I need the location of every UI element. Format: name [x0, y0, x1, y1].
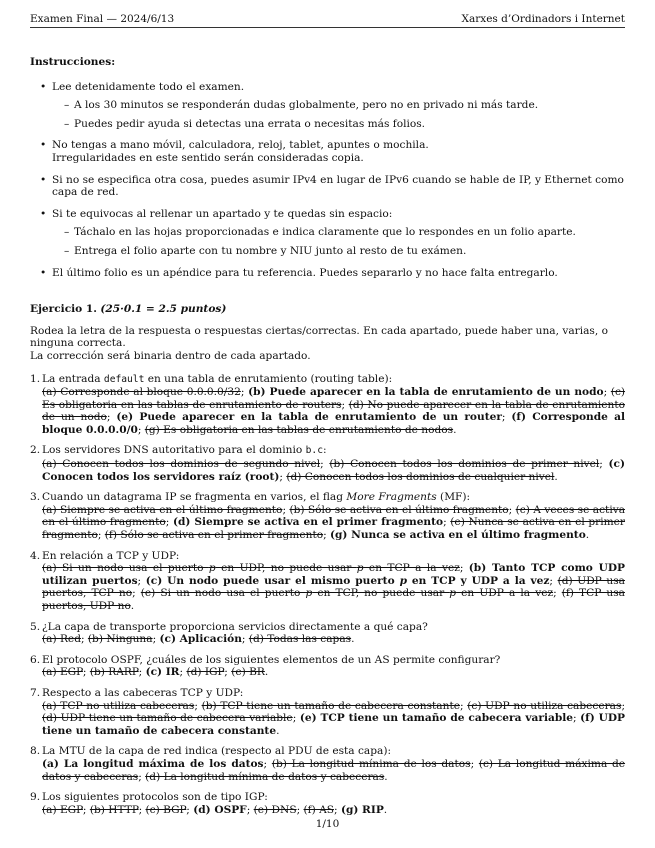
option-e: (e) Si un nodo usa el puerto p en TCP, no puede usar p en UDP a la vez: [140, 587, 554, 600]
question-stem: Cuando un datagrama IP se fragmenta en varios, el flag More Fragments (MF):: [42, 491, 471, 504]
answer-options: (a) EGP; (b) RARP; (c) IR; (d) IGP; (e) BR.: [42, 666, 269, 679]
question-8: 8. La MTU de la capa de red indica (respecto al PDU de esta capa): (a) La longitud máxima de los datos; (b) La longitud mínima de los datos; (c) La longitud máxima de datos y cabeceras; (d) La longitud mínima de datos y cabeceras.: [30, 745, 626, 783]
instruction-item: • Si te equivocas al rellenar un apartado y te quedas sin espacio: – Táchalo en las hojas proporcionadas e indica claramente que lo respondes en un folio aparte. – Entrega el folio aparte con tu nombre y NIU junto al resto de tu exámen.: [30, 208, 625, 258]
answer-options: (a) La longitud máxima de los datos; (b) La longitud mínima de los datos; (c) La longitud máxima de datos y cabeceras; (d) La longitud mínima de datos y cabeceras.: [42, 757, 626, 783]
instructions-list: [30, 81, 625, 280]
page-number: 1/10: [315, 818, 340, 830]
option-e: (e) TCP tiene un tamaño de cabecera variable: [299, 712, 574, 725]
answer-options: (a) Si un nodo usa el puerto p en UDP, no puede usar p en TCP a la vez; (b) Tanto TCP como UDP utilizan puertos; (c) Un nodo puede usar el mismo puerto p en TCP y UDP a la vez; (d) UDP usa puertos, TCP no; (e) Si un nodo usa el puerto p en TCP, no puede usar p en UDP a la vez; (f) TCP usa puertos, UDP no.: [42, 562, 625, 612]
option-d: (d) La longitud mínima de datos y cabeceras: [145, 770, 385, 783]
option-b: (b) Conocen todos los dominios de primer nivel: [329, 458, 600, 471]
option-c: (c) Aplicación: [159, 633, 242, 646]
option-e: (e) BR: [231, 666, 265, 679]
instruction-item: • Lee detenidamente todo el examen. – A los 30 minutos se responderán dudas globalmente, pero no en privado ni más tarde. – Puedes pedir ayuda si detectas una errata o necesitas más folios.: [30, 81, 625, 131]
instruction-sublist: [52, 99, 625, 130]
question-stem: La entrada default en una tabla de enrutamiento (routing table):: [42, 372, 393, 385]
option-f: (f) AS: [303, 803, 334, 816]
option-a: (a) EGP: [42, 666, 83, 679]
option-f: (f) UDP tiene un tamaño de cabecera constante: [42, 712, 626, 737]
option-a: (a) La longitud máxima de los datos: [42, 757, 264, 770]
question-stem: ¿La capa de transporte proporciona servicios directamente a qué capa?: [42, 620, 428, 633]
exercise-intro: Rodea la letra de la respuesta o respuestas ciertas/correctas. En cada apartado, puede haber una, varias, o ninguna correcta. La corrección será binaria dentro de cada apartado.: [30, 324, 608, 362]
option-d: (d) Conocen todos los dominios de cualquier nivel: [286, 470, 555, 483]
question-stem: Respecto a las cabeceras TCP y UDP:: [42, 686, 244, 699]
option-f: (f) Corresponde al bloque 0.0.0.0/0: [42, 411, 626, 436]
option-c: (c) IR: [145, 666, 180, 679]
instruction-item: • No tengas a mano móvil, calculadora, reloj, tablet, apuntes o mochila. Irregularidades en este sentido serán consideradas copia.: [30, 139, 625, 164]
instruction-subitem: – A los 30 minutos se responderán dudas globalmente, pero no en privado ni más tarde.: [52, 99, 625, 112]
question-9: 9. Los siguientes protocolos son de tipo IGP: (a) EGP; (b) HTTP; (c) BGP; (d) OSPF; (e) DNS; (f) AS; (g) RIP.: [30, 791, 625, 816]
option-a: (a) Conocen todos los dominios de segundo nivel: [42, 458, 321, 471]
option-c: (c) BGP: [145, 803, 187, 816]
answer-options: (a) Siempre se activa en el último fragmento; (b) Sólo se activa en el último fragmento; (c) A veces se activa en el último fragmento; (d) Siempre se activa en el primer fragmento; (e) Nunca se activa en el primer fragmento; (f) Sólo se activa en el primer fragmento; (g) Nunca se activa en el último fragmento.: [42, 503, 626, 542]
question-4: 4. En relación a TCP y UDP: (a) Si un nodo usa el puerto p en UDP, no puede usar p en TCP a la vez; (b) Tanto TCP como UDP utilizan puertos; (c) Un nodo puede usar el mismo puerto p en TCP y UDP a la vez; (d) UDP usa puertos, TCP no; (e) Si un nodo usa el puerto p en TCP, no puede usar p en UDP a la vez; (f) TCP usa puertos, UDP no.: [30, 549, 625, 612]
option-g: (g) Es obligatoria en las tablas de enrutamiento de nodos: [144, 423, 454, 436]
instructions-title: Instrucciones:: [30, 56, 116, 68]
option-e: (e) Puede aparecer en la tabla de enrutamiento de un router: [116, 411, 502, 424]
option-d: (d) UDP usa puertos, TCP no: [42, 574, 625, 600]
page-header: [30, 11, 625, 27]
option-c: (c) Conocen todos los servidores raíz (root): [42, 458, 626, 483]
question-stem: En relación a TCP y UDP:: [42, 549, 180, 562]
answer-options: (a) Corresponde al bloque 0.0.0.0/32; (b) Puede aparecer en la tabla de enrutamiento de un nodo; (c) Es obligatoria en las tablas de enrutamiento de routers; (d) No puede aparecer en la tabla de enrutamiento de un nodo; (e) Puede aparecer en la tabla de enrutamiento de un router; (f) Corresponde al bloque 0.0.0.0/0; (g) Es obligatoria en las tablas de enrutamiento de nodos.: [42, 386, 626, 436]
option-d: (d) IGP: [186, 666, 225, 679]
answer-options: (a) Conocen todos los dominios de segundo nivel; (b) Conocen todos los dominios de primer nivel; (c) Conocen todos los servidores raíz (root); (d) Conocen todos los dominios de cualquier nivel.: [42, 458, 626, 483]
question-stem: Los siguientes protocolos son de tipo IGP:: [42, 791, 268, 804]
option-d: (d) Todas las capas: [248, 633, 352, 646]
question-2: 2. Los servidores DNS autoritativo para el dominio b.c: (a) Conocen todos los dominios de segundo nivel; (b) Conocen todos los dominios de primer nivel; (c) Conocen todos los servidores raíz (root); (d) Conocen todos los dominios de cualquier nivel.: [30, 444, 626, 483]
instruction-subitem: – Entrega el folio aparte con tu nombre y NIU junto al resto de tu exámen.: [52, 245, 625, 258]
option-d: (d) OSPF: [193, 803, 247, 816]
header-right: Xarxes d’Ordinadors i Internet: [461, 13, 625, 25]
option-b: (b) HTTP: [89, 803, 139, 816]
option-e: (e) DNS: [253, 803, 297, 816]
exercise-title: Ejercicio 1. (25·0.1 = 2.5 puntos): [30, 303, 227, 316]
option-d: (d) UDP tiene un tamaño de cabecera variable: [42, 712, 293, 725]
instruction-subitem: – Táchalo en las hojas proporcionadas e indica claramente que lo respondes en un folio aparte.: [52, 226, 625, 239]
page-content: [30, 46, 625, 824]
option-a: (a) Corresponde al bloque 0.0.0.0/32: [42, 386, 241, 399]
option-a: (a) Red: [42, 633, 81, 646]
question-stem: El protocolo OSPF, ¿cuáles de los siguientes elementos de un AS permite configurar?: [42, 653, 501, 666]
answer-options: (a) EGP; (b) HTTP; (c) BGP; (d) OSPF; (e) DNS; (f) AS; (g) RIP.: [42, 803, 388, 816]
option-d: (d) No puede aparecer en la tabla de enrutamiento de un nodo: [42, 398, 625, 424]
question-stem: Los servidores DNS autoritativo para el dominio b.c:: [42, 444, 327, 457]
option-g: (g) Nunca se activa en el último fragmento: [330, 529, 586, 542]
option-c: (c) Es obligatoria en las tablas de enrutamiento de routers: [42, 386, 626, 411]
option-a: (a) TCP no utiliza cabeceras: [42, 699, 195, 712]
option-b: (b) RARP: [89, 666, 139, 679]
option-b: (b) Tanto TCP como UDP utilizan puertos: [42, 562, 625, 587]
question-1: 1. La entrada default en una tabla de enrutamiento (routing table): (a) Corresponde al bloque 0.0.0.0/32; (b) Puede aparecer en la tabla de enrutamiento de un nodo; (c) Es obligatoria en las tablas de enrutamiento de routers; (d) No puede aparecer en la tabla de enrutamiento de un nodo; (e) Puede aparecer en la tabla de enrutamiento de un router; (f) Corresponde al bloque 0.0.0.0/0; (g) Es obligatoria en las tablas de enrutamiento de nodos.: [30, 372, 626, 436]
option-c: (c) Un nodo puede usar el mismo puerto p en TCP y UDP a la vez: [145, 574, 550, 587]
option-b: (b) Ninguna: [87, 633, 153, 646]
option-c: (c) A veces se activa en el último fragmento: [42, 503, 626, 529]
answer-options: (a) TCP no utiliza cabeceras; (b) TCP tiene un tamaño de cabecera constante; (c) UDP no utiliza cabeceras; (d) UDP tiene un tamaño de cabecera variable; (e) TCP tiene un tamaño de cabecera variable; (f) UDP tiene un tamaño de cabecera constante.: [42, 699, 626, 737]
instruction-item: • Si no se especifica otra cosa, puedes asumir IPv4 en lugar de IPv6 cuando se hable de IP, y Ethernet como capa de red.: [30, 174, 625, 199]
question-5: 5. ¿La capa de transporte proporciona servicios directamente a qué capa? (a) Red; (b) Ninguna; (c) Aplicación; (d) Todas las capas.: [30, 621, 625, 646]
answer-options: (a) Red; (b) Ninguna; (c) Aplicación; (d) Todas las capas.: [42, 633, 355, 646]
question-list: [30, 373, 625, 817]
option-c: (c) La longitud máxima de datos y cabeceras: [42, 757, 626, 783]
question-7: 7. Respecto a las cabeceras TCP y UDP: (a) TCP no utiliza cabeceras; (b) TCP tiene un tamaño de cabecera constante; (c) UDP no utiliza cabeceras; (d) UDP tiene un tamaño de cabecera variable; (e) TCP tiene un tamaño de cabecera variable; (f) UDP tiene un tamaño de cabecera constante.: [30, 686, 626, 737]
option-g: (g) RIP: [340, 803, 384, 816]
option-b: (b) Sólo se activa en el último fragmento: [289, 503, 509, 516]
option-f: (f) TCP usa puertos, UDP no: [42, 587, 625, 612]
header-left: Examen Final — 2024/6/13: [30, 13, 175, 25]
instruction-subitem: – Puedes pedir ayuda si detectas una errata o necesitas más folios.: [52, 118, 625, 131]
question-stem: La MTU de la capa de red indica (respecto al PDU de esta capa):: [42, 745, 392, 758]
option-f: (f) Sólo se activa en el primer fragmento: [104, 529, 324, 542]
option-b: (b) TCP tiene un tamaño de cabecera constante: [201, 699, 460, 712]
question-6: 6. El protocolo OSPF, ¿cuáles de los siguientes elementos de un AS permite configurar? (a) EGP; (b) RARP; (c) IR; (d) IGP; (e) BR.: [30, 654, 625, 679]
instruction-item: • El último folio es un apéndice para tu referencia. Puedes separarlo y no hace falta entregarlo.: [30, 267, 625, 280]
option-c: (c) UDP no utiliza cabeceras: [467, 699, 622, 712]
option-a: (a) Si un nodo usa el puerto p en UDP, no puede usar p en TCP a la vez: [42, 562, 460, 575]
option-e: (e) Nunca se activa en el primer fragmento: [42, 516, 626, 542]
header-rule: [30, 27, 625, 28]
option-a: (a) Siempre se activa en el último fragmento: [42, 503, 283, 516]
option-b: (b) Puede aparecer en la tabla de enrutamiento de un nodo: [248, 386, 604, 399]
option-a: (a) EGP: [42, 803, 83, 816]
question-3: 3. Cuando un datagrama IP se fragmenta en varios, el flag More Fragments (MF): (a) Siempre se activa en el último fragmento; (b) Sólo se activa en el último fragmento; (c) A veces se activa en el último fragmento; (d) Siempre se activa en el primer fragmento; (e) Nunca se activa en el primer fragmento; (f) Sólo se activa en el primer fragmento; (g) Nunca se activa en el último fragmento.: [30, 491, 626, 542]
instruction-sublist: [52, 226, 625, 257]
option-d: (d) Siempre se activa en el primer fragmento: [172, 516, 444, 529]
option-b: (b) La longitud mínima de los datos: [271, 757, 471, 770]
